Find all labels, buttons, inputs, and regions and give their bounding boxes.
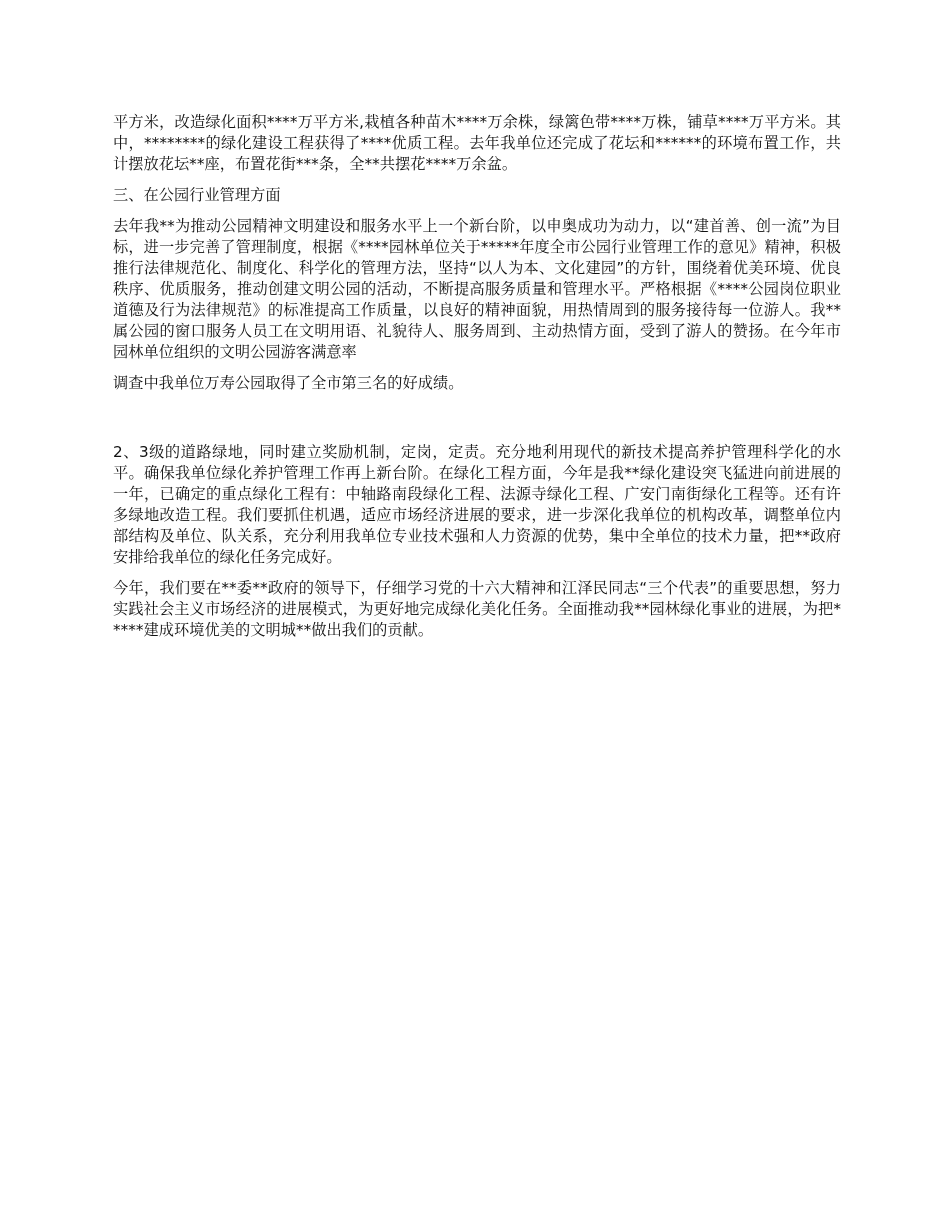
paragraph-survey-result: 调查中我单位万寿公园取得了全市第三名的好成绩。: [113, 374, 464, 392]
paragraph-road-greening: 2、3级的道路绿地，同时建立奖励机制，定岗，定责。充分地利用现代的新技术提高养护管理科学化的水平。确保我单位绿化养护管理工作再上新台阶。在绿化工程方面，今年是我**绿化建设突飞猛进向前进展的一年，已确定的重点绿化工程有：中轴路南段绿化工程、法源寺绿化工程、广安门南街绿化工程等。还有许多绿地改造工程。我们要抓住机遇，适应市场经济进展的要求，进一步深化我单位的机构改革，调整单位内部结构及单位、队关系，充分利用我单位专业技术强和人力资源的优势，集中全单位的技术力量，把**政府安排给我单位的绿化任务完成好。: [113, 443, 841, 566]
paragraph-gap: [113, 404, 841, 442]
document-body: [113, 112, 841, 651]
paragraph-park-management: 去年我**为推动公园精神文明建设和服务水平上一个新台阶，以申奥成功为动力，以“建首善、创一流”为目标，进一步完善了管理制度，根据《****园林单位关于*****年度全市公园行业管理工作的意见》精神，积极推行法律规范化、制度化、科学化的管理方法，坚持“以人为本、文化建园”的方针，围绕着优美环境、优良秩序、优质服务，推动创建文明公园的活动，不断提高服务质量和管理水平。严格根据《****公园岗位职业道德及行为法律规范》的标准提高工作质量，以良好的精神面貌，用热情周到的服务接待每一位游人。我**属公园的窗口服务人员工在文明用语、礼貌待人、服务周到、主动热情方面，受到了游人的赞扬。在今年市园林单位组织的文明公园游客满意率: [113, 217, 841, 361]
section-heading-park-management: 三、在公园行业管理方面: [113, 186, 281, 204]
paragraph-conclusion: 今年，我们要在**委**政府的领导下，仔细学习党的十六大精神和江泽民同志“三个代表”的重要思想，努力实践社会主义市场经济的进展模式，为更好地完成绿化美化任务。全面推动我**园林绿化事业的进展，为把*****建成环境优美的文明城**做出我们的贡献。: [113, 579, 841, 639]
paragraph-greening-stats: 平方米，改造绿化面积****万平方米,栽植各种苗木****万余株，绿篱色带****万株，铺草****万平方米。其中，********的绿化建设工程获得了****优质工程。去年我单位还完成了花坛和******的环境布置工作，共计摆放花坛**座，布置花街***条，全**共摆花****万余盆。: [113, 113, 841, 173]
